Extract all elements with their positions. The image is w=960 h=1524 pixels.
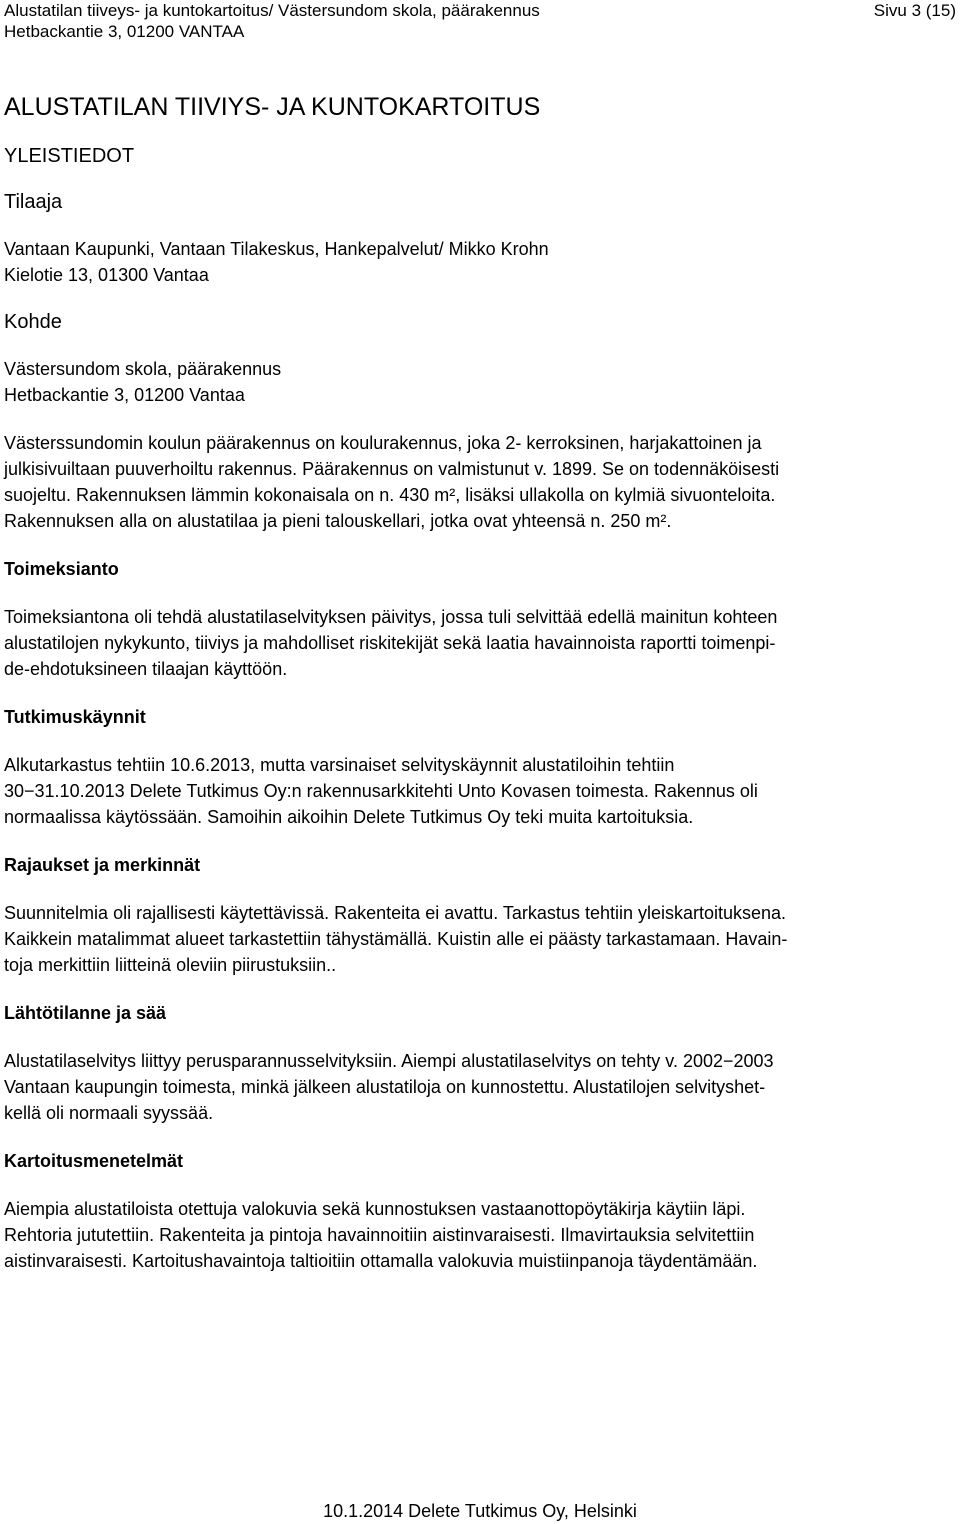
building-description <box>4 430 958 534</box>
text-line: 30−31.10.2013 Delete Tutkimus Oy:n rakennusarkkitehti Unto Kovasen toimesta. Rakennus oli <box>4 781 758 801</box>
text-line: toja merkittiin liitteinä oleviin piirustuksiin.. <box>4 955 337 975</box>
text-line: Suunnitelmia oli rajallisesti käytettävissä. Rakenteita ei avattu. Tarkastus tehtiin yleiskartoituksena. <box>4 903 787 923</box>
section-heading-visits: Tutkimuskäynnit <box>4 707 146 727</box>
page-header <box>4 0 956 42</box>
header-document-title: Alustatilan tiiveys- ja kuntokartoitus/ Västersundom skola, päärakennus <box>4 1 540 20</box>
page-footer: 10.1.2014 Delete Tutkimus Oy, Helsinki <box>323 1501 637 1521</box>
section-text-visits <box>4 752 958 830</box>
client-label: Tilaaja <box>4 191 63 213</box>
section-text-assignment <box>4 604 958 682</box>
section-text-limits <box>4 900 958 978</box>
target-line: Hetbackantie 3, 01200 Vantaa <box>4 385 245 405</box>
text-line: normaalissa käytössään. Samoihin aikoihin Delete Tutkimus Oy teki muita kartoituksia. <box>4 807 694 827</box>
document-title: ALUSTATILAN TIIVIYS- JA KUNTOKARTOITUS <box>4 93 541 121</box>
target-label: Kohde <box>4 311 62 333</box>
section-heading-background: Lähtötilanne ja sää <box>4 1003 167 1023</box>
section-heading-assignment: Toimeksianto <box>4 559 119 579</box>
text-line: Alkutarkastus tehtiin 10.6.2013, mutta varsinaiset selvityskäynnit alustatiloihin tehtiin <box>4 755 675 775</box>
section-heading-limits: Rajaukset ja merkinnät <box>4 855 201 875</box>
text-line: Alustatilaselvitys liittyy perusparannusselvityksiin. Aiempi alustatilaselvitys on tehty v. 2002−2003 <box>4 1051 774 1071</box>
section-text-methods <box>4 1196 958 1274</box>
text-line: kellä oli normaali syyssää. <box>4 1103 214 1123</box>
text-line: Aiempia alustatiloista otettuja valokuvia sekä kunnostuksen vastaanottopöytäkirja käytiin läpi. <box>4 1199 746 1219</box>
page-number: Sivu 3 (15) <box>873 1 956 20</box>
client-info <box>4 236 958 288</box>
client-line: Kielotie 13, 01300 Vantaa <box>4 265 209 285</box>
text-line: Västerssundomin koulun päärakennus on koulurakennus, joka 2- kerroksinen, harjakattoinen ja <box>4 433 762 453</box>
text-line: de-ehdotuksineen tilaajan käyttöön. <box>4 659 288 679</box>
client-line: Vantaan Kaupunki, Vantaan Tilakeskus, Hankepalvelut/ Mikko Krohn <box>4 239 549 259</box>
text-line: Rakennuksen alla on alustatilaa ja pieni talouskellari, jotka ovat yhteensä n. 250 m². <box>4 511 672 531</box>
page-body <box>4 92 958 1296</box>
section-text-background <box>4 1048 958 1126</box>
section-heading-methods: Kartoitusmenetelmät <box>4 1151 184 1171</box>
text-line: aistinvaraisesti. Kartoitushavaintoja taltioitiin ottamalla valokuvia muistiinpanoja täydentämään. <box>4 1251 758 1271</box>
target-info <box>4 356 958 408</box>
header-address: Hetbackantie 3, 01200 VANTAA <box>4 22 245 41</box>
text-line: alustatilojen nykykunto, tiiviys ja mahdolliset riskitekijät sekä laatia havainnoista raportti toimenpi- <box>4 633 776 653</box>
text-line: Toimeksiantona oli tehdä alustatilaselvityksen päivitys, jossa tuli selvittää edellä mainitun kohteen <box>4 607 778 627</box>
text-line: Rehtoria jututettiin. Rakenteita ja pintoja havainnoitiin aistinvaraisesti. Ilmavirtauksia selvitettiin <box>4 1225 755 1245</box>
text-line: Vantaan kaupungin toimesta, minkä jälkeen alustatiloja on kunnostettu. Alustatilojen selvityshet- <box>4 1077 766 1097</box>
text-line: suojeltu. Rakennuksen lämmin kokonaisala on n. 430 m², lisäksi ullakolla on kylmiä sivuonteloita. <box>4 485 776 505</box>
text-line: Kaikkein matalimmat alueet tarkastettiin tähystämällä. Kuistin alle ei päästy tarkastamaan. Havain- <box>4 929 788 949</box>
text-line: julkisivuiltaan puuverhoiltu rakennus. Päärakennus on valmistunut v. 1899. Se on todennäköisesti <box>4 459 780 479</box>
target-line: Västersundom skola, päärakennus <box>4 359 282 379</box>
general-heading: YLEISTIEDOT <box>4 145 135 167</box>
